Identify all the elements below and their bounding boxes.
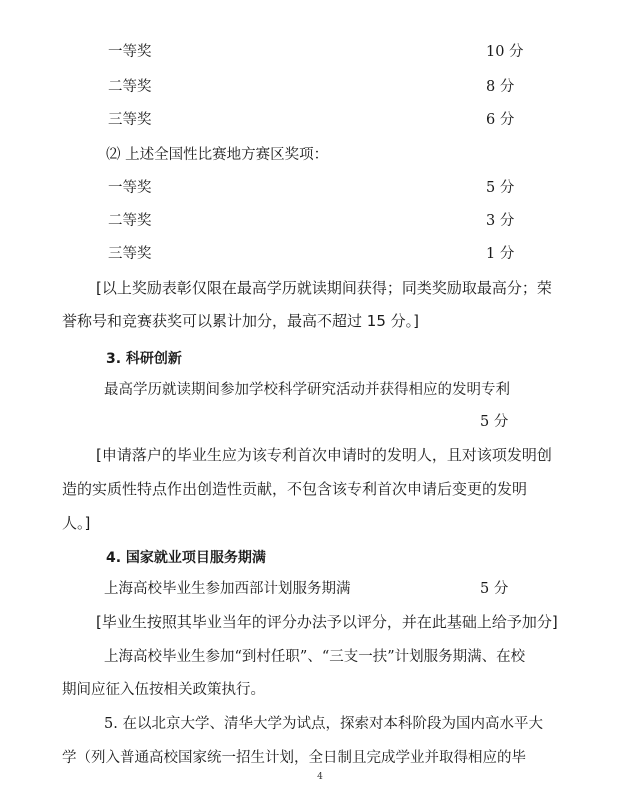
research-heading: 3. 科研创新: [106, 351, 182, 367]
regional-points-1: 5 分: [486, 180, 515, 196]
award-points-1: 10 分: [486, 44, 524, 60]
research-note-line-2: 造的实质性特点作出创造性贡献，不包含该专利首次申请后变更的发明: [62, 480, 528, 498]
regional-points-2: 3 分: [486, 213, 515, 229]
award-rank-2: 二等奖: [108, 79, 152, 95]
page-number: 4: [317, 772, 323, 782]
award-rank-3: 三等奖: [108, 112, 152, 128]
regional-rank-3: 三等奖: [108, 246, 152, 262]
western-plan-points: 5 分: [480, 581, 509, 597]
pilot-line-1: 5. 在以北京大学、清华大学为试点，探索对本科阶段为国内高水平大: [104, 716, 543, 732]
national-service-note: [毕业生按照其毕业当年的评分办法予以评分，并在此基础上给予加分]: [96, 613, 558, 631]
national-service-heading: 4. 国家就业项目服务期满: [106, 550, 266, 566]
village-service-line-2: 期间应征入伍按相关政策执行。: [62, 682, 265, 698]
award-points-2: 8 分: [486, 79, 515, 95]
research-note-line-1: [申请落户的毕业生应为该专利首次申请时的发明人，且对该项发明创: [96, 446, 552, 464]
research-description: 最高学历就读期间参加学校科学研究活动并获得相应的发明专利: [104, 382, 510, 398]
village-service-line-1: 上海高校毕业生参加“到村任职”、“三支一扶”计划服务期满、在校: [104, 649, 526, 665]
awards-note-line-2: 誉称号和竞赛获奖可以累计加分，最高不超过 15 分。]: [62, 312, 419, 330]
regional-awards-heading: ⑵ 上述全国性比赛地方赛区奖项：: [106, 147, 329, 163]
research-note-line-3: 人。]: [62, 514, 91, 532]
regional-rank-1: 一等奖: [108, 180, 152, 196]
regional-rank-2: 二等奖: [108, 213, 152, 229]
award-points-3: 6 分: [486, 112, 515, 128]
regional-points-3: 1 分: [486, 246, 515, 262]
awards-note-line-1: [以上奖励表彰仅限在最高学历就读期间获得；同类奖励取最高分；荣: [96, 279, 552, 297]
pilot-line-2: 学（列入普通高校国家统一招生计划，全日制且完成学业并取得相应的毕: [62, 750, 526, 766]
western-plan-item: 上海高校毕业生参加西部计划服务期满: [104, 581, 351, 597]
research-points: 5 分: [480, 414, 509, 430]
award-rank-1: 一等奖: [108, 44, 152, 60]
